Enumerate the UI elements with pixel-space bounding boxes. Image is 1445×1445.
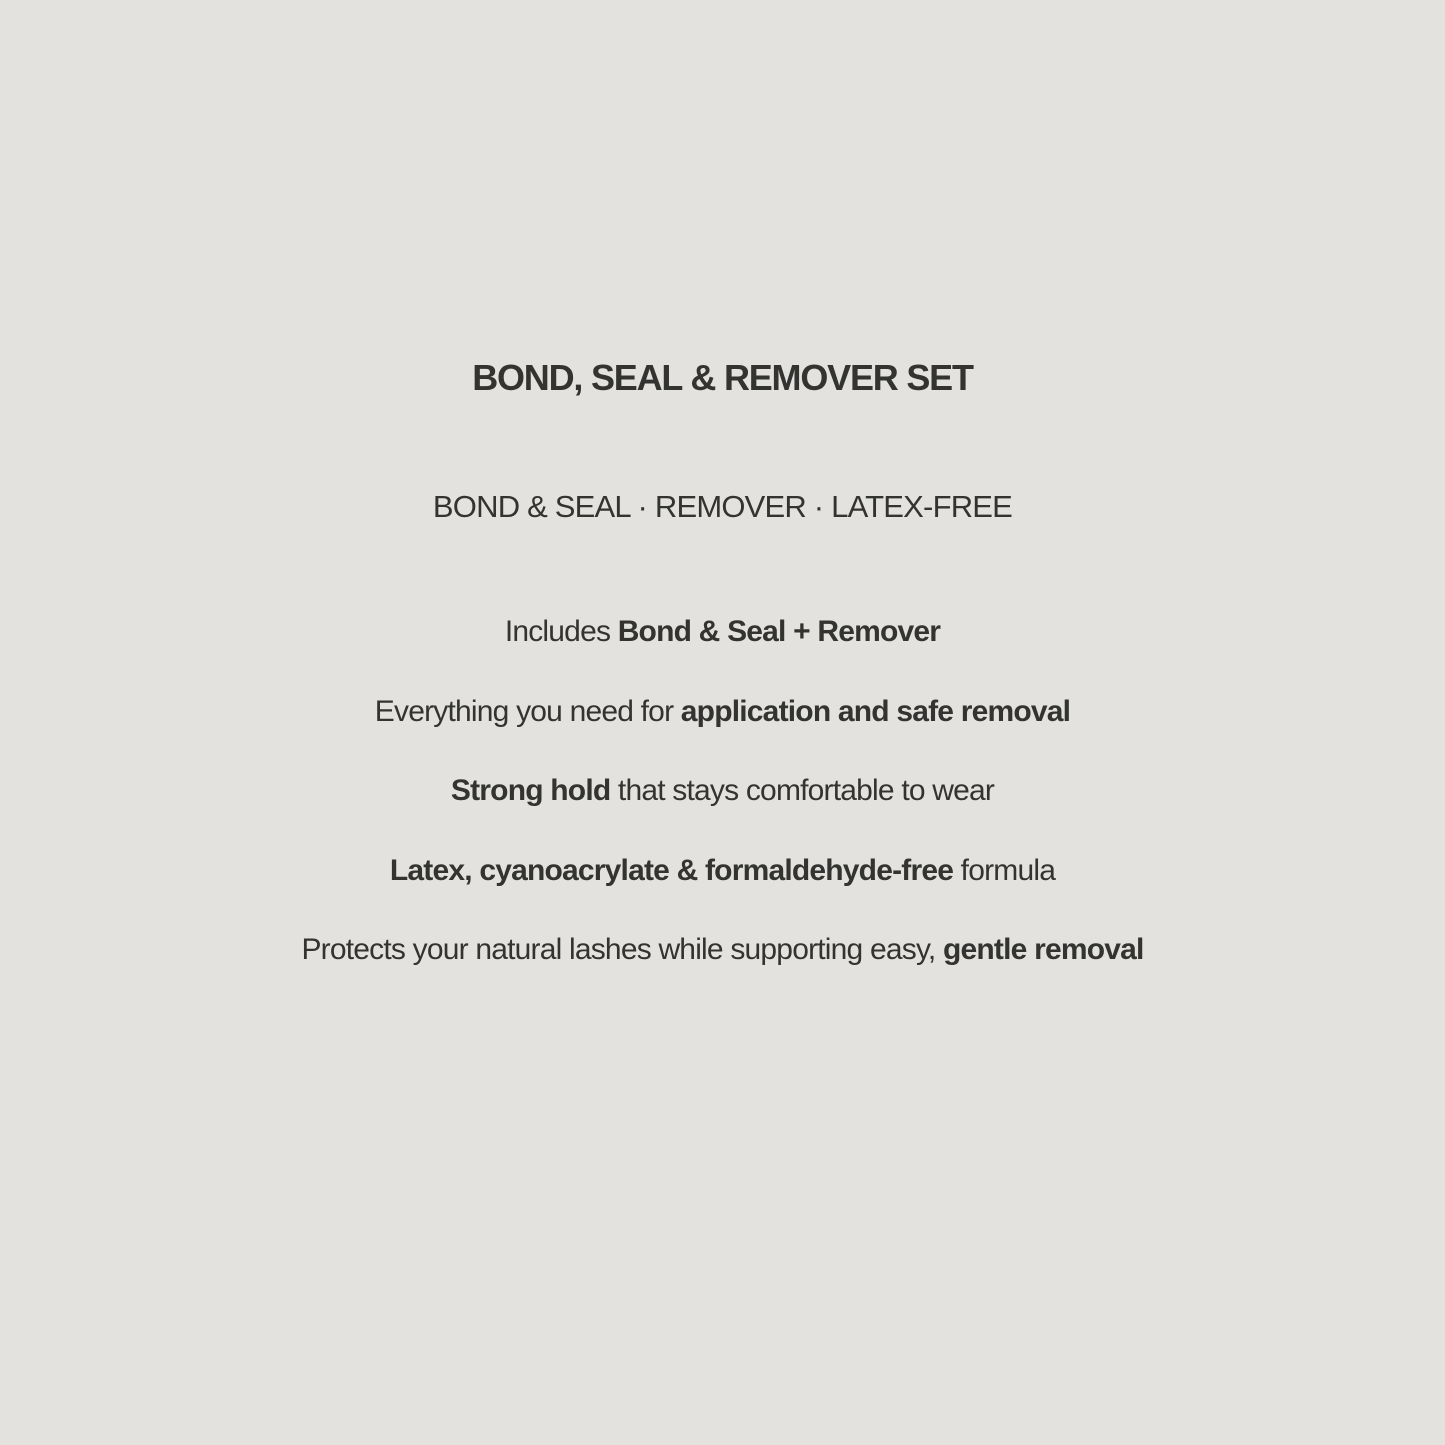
feature-highlight: gentle removal	[942, 933, 1144, 966]
feature-item	[0, 851, 1445, 891]
feature-text: formula	[953, 853, 1056, 887]
product-subtitle: BOND & SEAL · REMOVER · LATEX-FREE	[432, 489, 1013, 524]
feature-highlight: Strong hold	[450, 774, 611, 807]
feature-highlight: Bond & Seal + Remover	[617, 615, 941, 648]
feature-item	[0, 771, 1445, 811]
feature-text: that stays comfortable to wear	[610, 774, 995, 807]
feature-highlight: Latex, cyanoacrylate & formaldehyde-free	[389, 853, 954, 887]
feature-highlight: application and safe removal	[680, 694, 1071, 728]
feature-item	[0, 930, 1445, 970]
feature-item	[0, 612, 1445, 652]
feature-text: Everything you need for	[374, 694, 681, 728]
feature-item	[0, 692, 1445, 732]
feature-text: Includes	[504, 615, 618, 648]
product-title: BOND, SEAL & REMOVER SET	[472, 357, 973, 398]
feature-text: Protects your natural lashes while supporting easy,	[301, 933, 943, 966]
feature-list	[0, 612, 1445, 1010]
